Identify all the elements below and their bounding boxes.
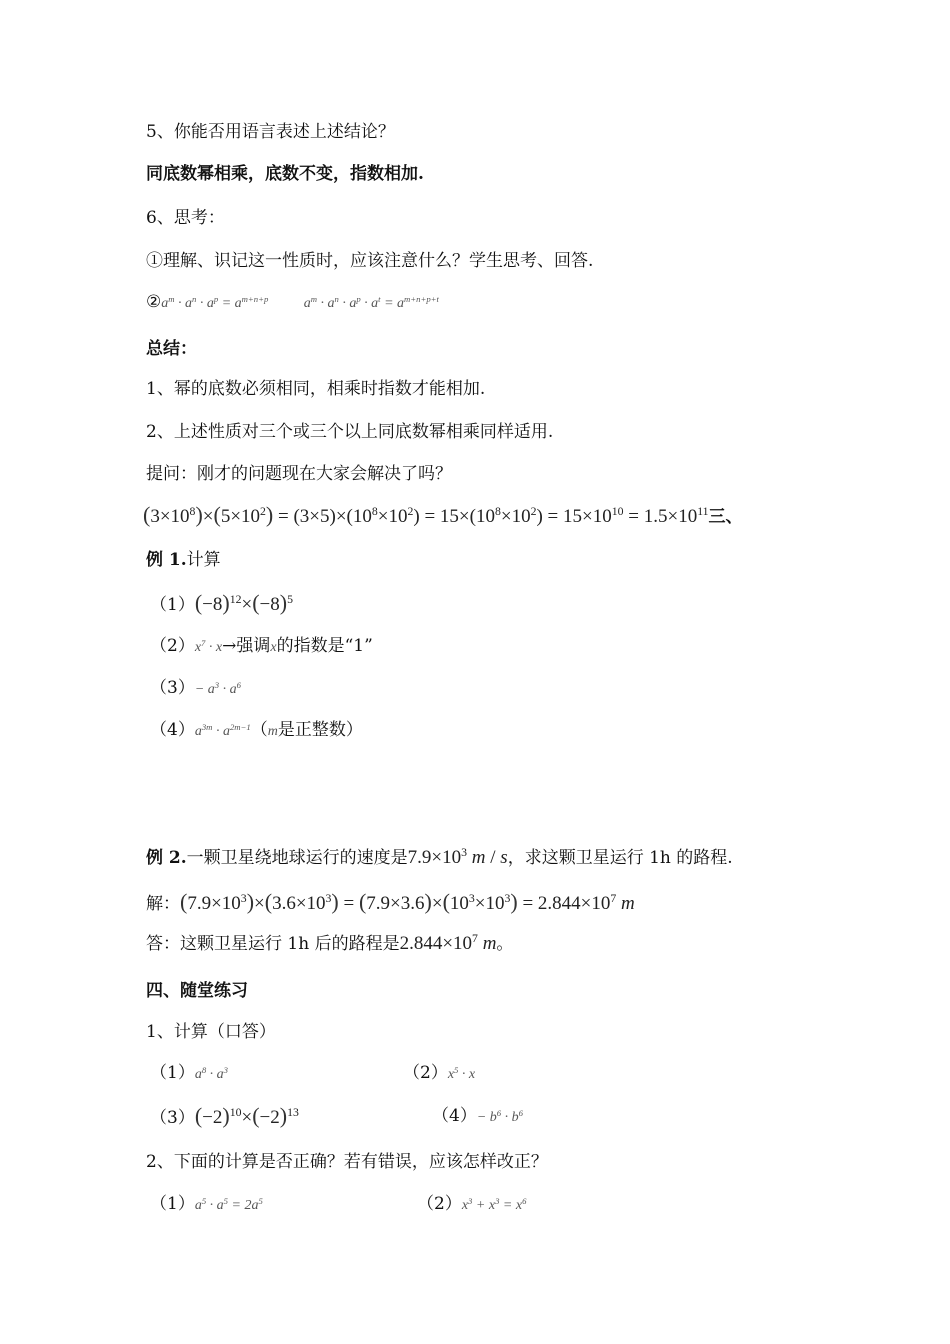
example-1-item-1 [150, 591, 293, 617]
arrow-icon: → [222, 636, 237, 656]
summary-item-2: 2、上述性质对三个或三个以上同底数幂相乘同样适用. [146, 422, 554, 442]
example-2-text-b: ，求这颗卫星运行 1h 的路程. [507, 848, 733, 868]
formula-three-powers: $a^m \cdot a^n \cdot a^p = a^{m+n+p}$ [161, 294, 269, 311]
solution-formula: $(7.9\times 10^3)\times(3.6\times 10^3) = (7.9\times 3.6)\times(10^3\times 10^3) = 2.844\times 10^7$ m [180, 889, 635, 914]
formula-four-powers: $a^m \cdot a^n \cdot a^p \cdot a^t = a^{m+n+p+t}$ [303, 294, 439, 311]
answer-text-b: 。 [496, 934, 514, 954]
summary-title: 总结： [146, 339, 197, 359]
item-marker: （2） [150, 636, 195, 656]
expression: $(-2)^{10}\times(-2)^{13}$ [194, 1103, 299, 1128]
note-open-paren: （ [250, 720, 268, 740]
expression: $a^5 \cdot a^5 = 2a^5$ [194, 1196, 263, 1213]
example-1-item-2 [150, 634, 373, 660]
question-5: 5、你能否用语言表述上述结论？ [146, 122, 395, 142]
solution-label: 解： [146, 894, 180, 914]
example-1-title [146, 548, 221, 572]
example-1-task: 计算 [186, 550, 221, 570]
variable-m: m [267, 724, 278, 739]
expression: − $a^3 \cdot a^6$ [194, 680, 241, 697]
example-1-label: 例 1. [146, 550, 187, 570]
calculation-formula: $(3\times 10^8)\times(5\times 10^2) = (3\times 5)\times(10^8\times 10^2) = 15\times(10^8\times 10^2) = 15\times 10^{10} = 1.5\times 10^{11}$ [143, 502, 709, 527]
item-marker: （2） [403, 1063, 448, 1083]
expression: $x^3 + x^3 = x^6$ [461, 1196, 527, 1213]
answer-text-a: 答：这颗卫星运行 1h 后的路程是 [146, 934, 400, 954]
note-text: 是正整数） [277, 720, 363, 740]
speed-value: $7.9\times 10^3$ m / s [407, 846, 508, 868]
example-2-label: 例 2. [146, 848, 187, 868]
practice-2-item-2 [417, 1192, 526, 1218]
calculation-line [143, 503, 743, 529]
practice-1-item-2 [403, 1061, 475, 1087]
expression: $x^5 \cdot x$ [447, 1065, 476, 1082]
think-item-1: ①理解、识记这一性质时，应该注意什么？学生思考、回答. [146, 251, 594, 271]
example-1-item-4 [150, 718, 363, 744]
practice-2-item-1 [150, 1192, 263, 1218]
item-marker: （4） [150, 720, 195, 740]
practice-1-item-1 [150, 1061, 228, 1087]
question-6: 6、思考： [146, 208, 225, 228]
practice-1-item-3 [150, 1104, 299, 1130]
example-2-text-a: 一颗卫星绕地球运行的速度是 [186, 848, 408, 868]
practice-1-title: 1、计算（口答） [146, 1022, 276, 1042]
answer-value: $2.844\times 10^7$ m [399, 932, 497, 954]
expression: − $b^6 \cdot b^6$ [476, 1108, 523, 1125]
item-marker: （2） [417, 1194, 462, 1214]
think-item-2 [146, 290, 439, 316]
expression: $a^8 \cdot a^3$ [194, 1065, 229, 1082]
note-part-b: 的指数是“1” [276, 636, 373, 656]
item-marker: （4） [432, 1106, 477, 1126]
rule-statement: 同底数幂相乘，底数不变，指数相加. [146, 164, 424, 184]
example-2 [146, 846, 733, 870]
item-marker: （1） [150, 1194, 195, 1214]
item-marker: （3） [150, 1108, 195, 1128]
expression: $(-8)^{12}\times(-8)^5$ [194, 590, 293, 615]
example-1-item-3 [150, 676, 241, 702]
expression: $a^{3m} \cdot a^{2m-1}$ [194, 722, 251, 739]
note-part-a: 强调 [236, 636, 271, 656]
section-3-heading: 三、 [708, 507, 743, 527]
practice-1-item-4 [432, 1104, 523, 1130]
section-4-heading: 四、随堂练习 [146, 981, 248, 1001]
variable-x: x [270, 640, 277, 655]
expression: $x^7 \cdot x$ [194, 638, 223, 655]
item-marker: （1） [150, 595, 195, 615]
summary-item-1: 1、幂的底数必须相同，相乘时指数才能相加. [146, 379, 486, 399]
think-item-2-marker: ② [146, 292, 162, 312]
practice-2-title: 2、下面的计算是否正确？若有错误，应该怎样改正？ [146, 1152, 548, 1172]
question-prompt: 提问：刚才的问题现在大家会解决了吗？ [146, 464, 452, 484]
item-marker: （3） [150, 678, 195, 698]
item-marker: （1） [150, 1063, 195, 1083]
solution-line [146, 890, 635, 916]
answer-line [146, 932, 513, 956]
